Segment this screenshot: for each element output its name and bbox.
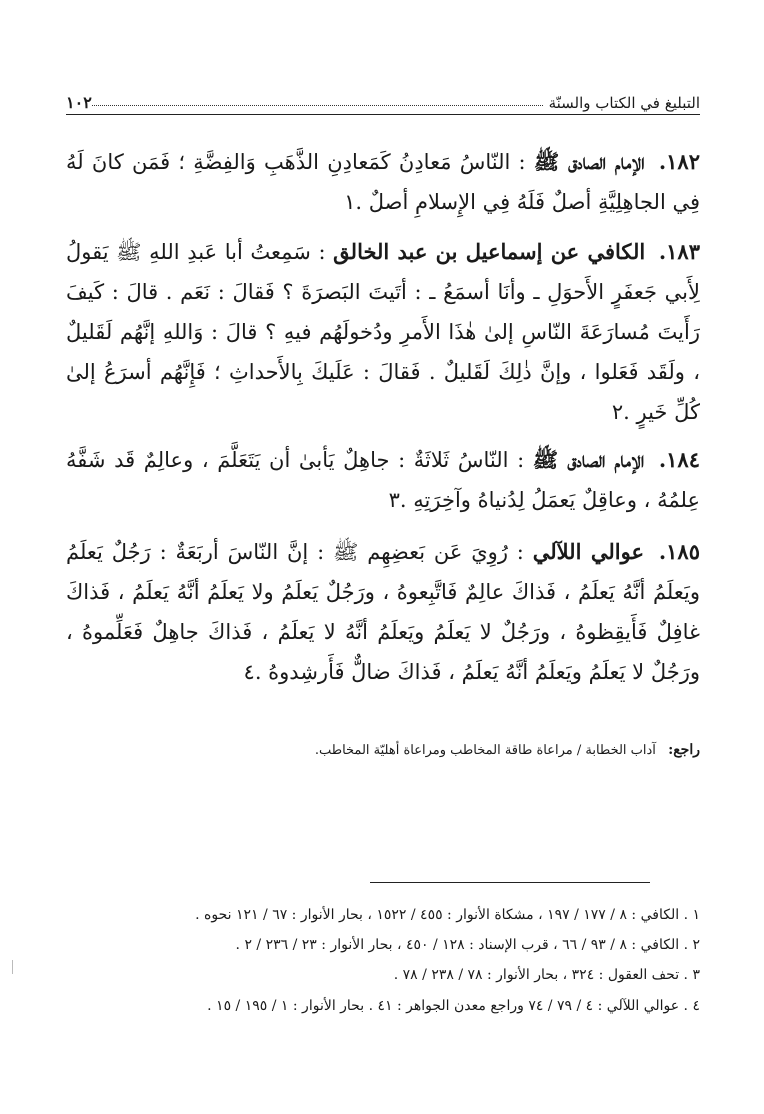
entry-source: الإمام الصادق ﷺ <box>532 447 645 472</box>
entry-text: : سَمِعتُ أبا عَبدِ اللهِ ﷺ يَقولُ لِأَبي جَعفَرٍ الأَحوَلِ ـ وأنَا أسمَعُ ـ : أتَيتَ البَصرَةَ ؟ فَقالَ : نَعَم . قالَ : كَيفَ رَأَيتَ مُسارَعَةَ النّاسِ إلىٰ هٰذَا الأَمرِ ودُخولَهُم فيهِ ؟ قالَ : وَاللهِ إنَّهُم لَقَليلٌ ، ولَقَد فَعَلوا ، وإنَّ ذٰلِكَ لَقَليلٌ . فَقالَ : عَلَيكَ بِالأَحداثِ ؛ فَإِنَّهُم أسرَعُ إلىٰ كُلِّ خَيرٍ .٢ <box>66 240 700 424</box>
footnote-4: ٤ . عوالي اللآلي : ٤ / ٧٩ / ٧٤ وراجع معدن الجواهر : ٤١ . بحار الأنوار : ١ / ١٩٥ / ١٥ . <box>207 998 700 1014</box>
entry-number: ١٨٤. <box>658 447 700 472</box>
entry-number: ١٨٢. <box>658 149 700 174</box>
see-also-text: آداب الخطابة / مراعاة طاقة المخاطب ومراعاة أهليّة المخاطب. <box>314 743 656 758</box>
running-title-wrap <box>92 94 700 114</box>
hadith-entry-182 <box>66 142 700 222</box>
entry-number: ١٨٥. <box>658 539 700 564</box>
hadith-entry-183 <box>66 232 700 432</box>
see-also-label: راجع: <box>668 742 700 758</box>
footnote-2: ٢ . الكافي : ٨ / ٩٣ / ٦٦ ، قرب الإسناد : ١٢٨ / ٤٥٠ ، بحار الأنوار : ٢٣ / ٢٣٦ / ٢ . <box>235 937 700 953</box>
running-title: التبليغ في الكتاب والسنّة <box>548 94 700 112</box>
entry-text: : النّاسُ ثَلاثَةٌ : جاهِلٌ يَأبىٰ أن يَتَعَلَّمَ ، وعالِمٌ قَد شَفَّهُ عِلمُهُ ، وعاقِلٌ يَعمَلُ لِدُنياهُ وآخِرَتِهِ .٣ <box>66 448 700 512</box>
entry-text: : النّاسُ مَعادِنُ كَمَعادِنِ الذَّهَبِ وَالفِضَّةِ ؛ فَمَن كانَ لَهُ فِي الجاهِلِيَّةِ أصلٌ فَلَهُ فِي الإِسلامِ أصلٌ .١ <box>66 150 700 214</box>
entry-source: عوالي اللآلي <box>532 539 644 564</box>
entry-number: ١٨٣. <box>658 239 700 264</box>
entry-text: : رُوِيَ عَن بَعضِهِم ﷺ : إنَّ النّاسَ أربَعَةٌ : رَجُلٌ يَعلَمُ ويَعلَمُ أنَّهُ يَعلَمُ ، فَذاكَ عالِمٌ فَاتَّبِعوهُ ، ورَجُلٌ يَعلَمُ ولا يَعلَمُ أنَّهُ يَعلَمُ ، فَذاكَ غافِلٌ فَأَيقِظوهُ ، ورَجُلٌ لا يَعلَمُ ويَعلَمُ أنَّهُ لا يَعلَمُ ، فَذاكَ جاهِلٌ فَعَلِّموهُ ، ورَجُلٌ لا يَعلَمُ ويَعلَمُ أنَّهُ يَعلَمُ ، فَذاكَ ضالٌّ فَأَرشِدوهُ .٤ <box>66 540 700 684</box>
hadith-entry-185 <box>66 532 700 692</box>
footnote-separator <box>370 882 650 883</box>
see-also-note <box>100 742 700 758</box>
entry-source: الكافي عن إسماعيل بن عبد الخالق <box>333 239 646 264</box>
header-dot-leader <box>92 94 543 106</box>
running-header <box>66 86 700 115</box>
page-number: ١٠٢ <box>66 93 92 112</box>
entry-source: الإمام الصادق ﷺ <box>533 149 645 174</box>
footnote-3: ٣ . تحف العقول : ٣٢٤ ، بحار الأنوار : ٧٨ / ٢٣٨ / ٧٨ . <box>393 967 700 983</box>
hadith-entry-184 <box>66 440 700 520</box>
footnote-1: ١ . الكافي : ٨ / ١٧٧ / ١٩٧ ، مشكاة الأنوار : ٤٥٥ / ١٥٢٢ ، بحار الأنوار : ٦٧ / ١٢١ نحوه . <box>195 907 700 923</box>
scan-margin-mark <box>12 960 13 974</box>
